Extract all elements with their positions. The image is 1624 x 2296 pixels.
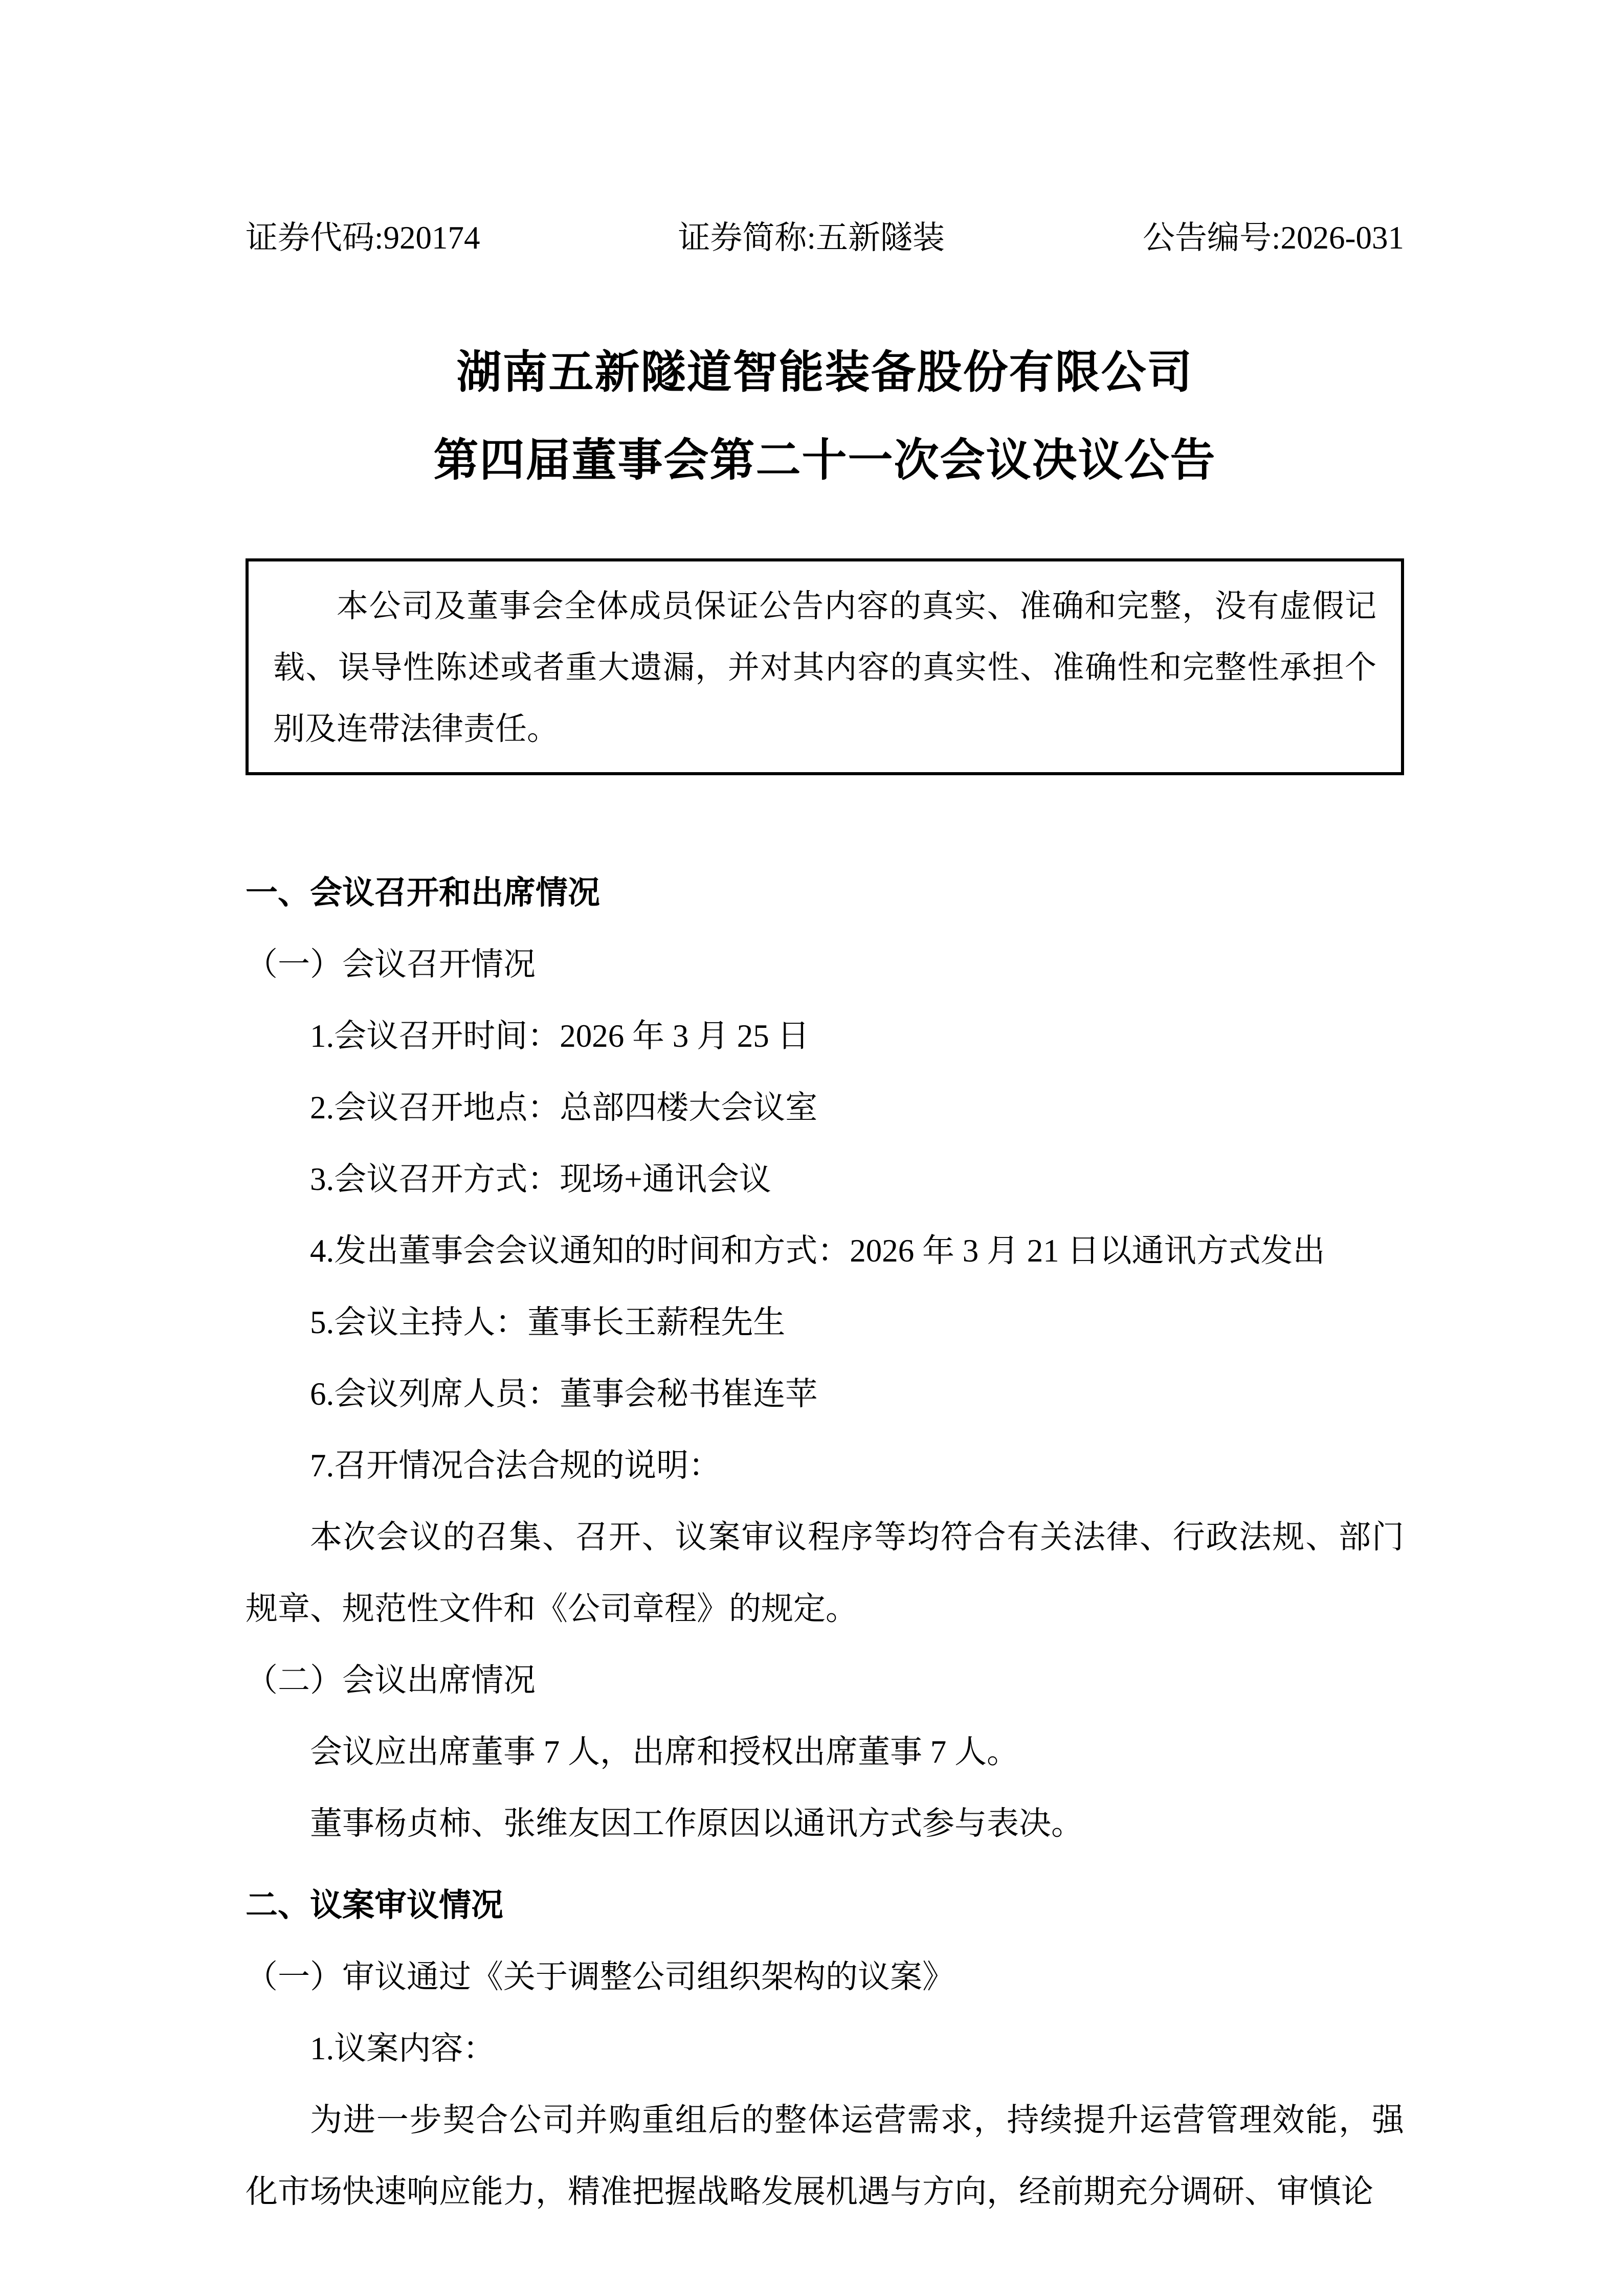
stock-short-name-label: 证券简称:五新隧装	[678, 220, 945, 256]
announcement-title: 第四届董事会第二十一次会议决议公告	[433, 436, 1216, 486]
disclaimer-text: 本公司及董事会全体成员保证公告内容的真实、准确和完整，没有虚假记载、误导性陈述或者重大遗漏，并对其内容的真实性、准确性和完整性承担个别及连带法律责任。	[273, 589, 1376, 747]
document-body	[246, 857, 1404, 2227]
numbered-item-legality-statement: 7.召开情况合法合规的说明：	[310, 1448, 721, 1483]
section-heading-meeting-convening: 一、会议召开和出席情况	[246, 875, 600, 911]
announcement-number-label: 公告编号:2026-031	[1143, 220, 1404, 256]
subsection-heading-org-structure-proposal: （一）审议通过《关于调整公司组织架构的议案》	[246, 1959, 954, 1995]
numbered-item-proposal-content: 1.议案内容：	[310, 2031, 496, 2066]
document-header-row	[246, 215, 1404, 261]
body-paragraph-remote-voting-directors: 董事杨贞柿、张维友因工作原因以通讯方式参与表决。	[310, 1806, 1083, 1841]
company-name-title: 湖南五新隧道智能装备股份有限公司	[456, 348, 1193, 398]
disclaimer-box	[246, 558, 1404, 775]
subsection-heading-convening-situation: （一）会议召开情况	[246, 947, 536, 982]
numbered-item-meeting-time: 1.会议召开时间：2026 年 3 月 25 日	[310, 1018, 810, 1054]
stock-code-label: 证券代码:920174	[246, 220, 480, 256]
numbered-item-attendees: 6.会议列席人员：董事会秘书崔连苹	[310, 1376, 818, 1412]
body-paragraph-legality-detail: 本次会议的召集、召开、议案审议程序等均符合有关法律、行政法规、部门规章、规范性文件和《公司章程》的规定。	[246, 1519, 1404, 1627]
numbered-item-meeting-place: 2.会议召开地点：总部四楼大会议室	[310, 1090, 818, 1126]
section-heading-proposal-review: 二、议案审议情况	[246, 1887, 503, 1923]
numbered-item-meeting-host: 5.会议主持人：董事长王薪程先生	[310, 1304, 786, 1340]
body-paragraph-proposal-detail: 为进一步契合公司并购重组后的整体运营需求，持续提升运营管理效能，强化市场快速响应能力，精准把握战略发展机遇与方向，经前期充分调研、审慎论	[246, 2102, 1404, 2210]
subsection-heading-attendance-situation: （二）会议出席情况	[246, 1662, 536, 1698]
numbered-item-notice-time-method: 4.发出董事会会议通知的时间和方式：2026 年 3 月 21 日以通讯方式发出	[310, 1233, 1325, 1269]
numbered-item-meeting-method: 3.会议召开方式：现场+通讯会议	[310, 1161, 771, 1197]
body-paragraph-director-count: 会议应出席董事 7 人，出席和授权出席董事 7 人。	[310, 1734, 1019, 1770]
